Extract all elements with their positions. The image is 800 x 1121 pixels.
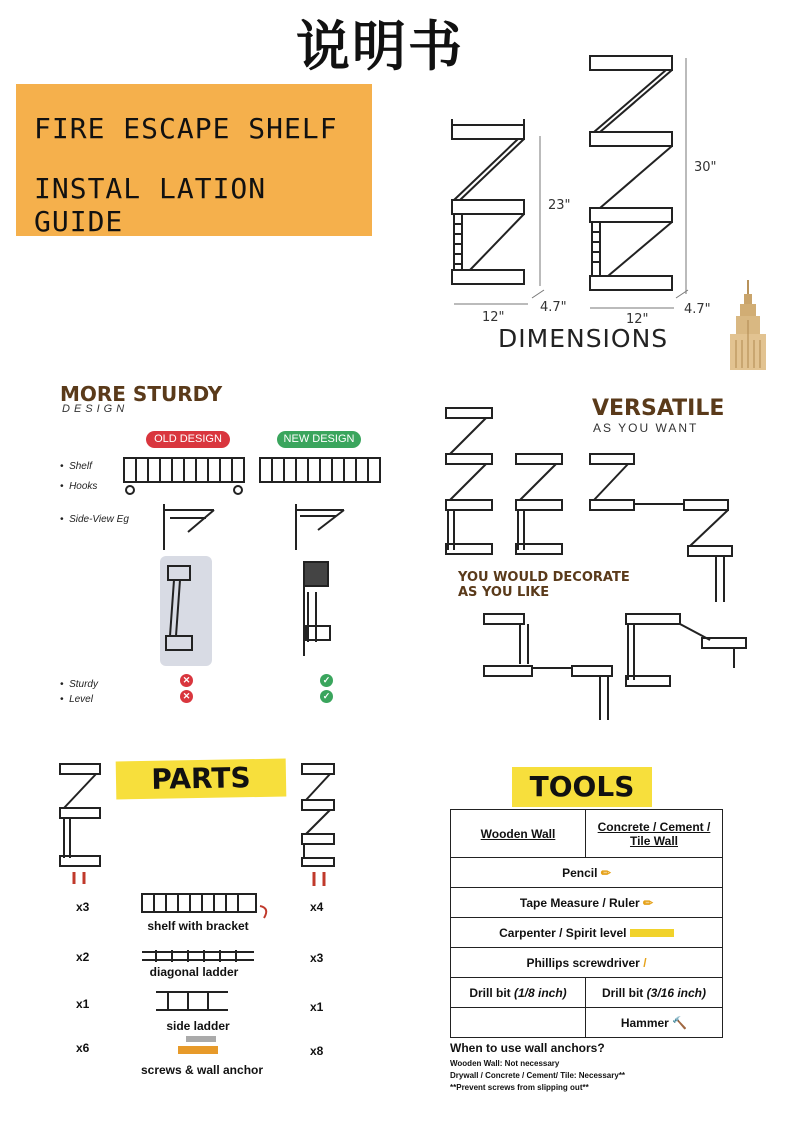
row-label-sturdy: • Sturdy xyxy=(60,679,98,690)
large-unit-drawing xyxy=(590,56,672,290)
part-qty-left: x3 xyxy=(76,900,90,914)
part-qty-right: x8 xyxy=(310,1044,324,1058)
tool-tape: Tape Measure / Ruler ✏ xyxy=(451,888,723,918)
tool-drill-wood: Drill bit (1/8 inch) xyxy=(451,978,586,1008)
old-sturdy-cross-icon: ✕ xyxy=(180,674,193,687)
versatile-arrangements xyxy=(440,404,750,724)
large-height-label: 30" xyxy=(694,160,717,175)
new-sturdy-check-icon: ✓ xyxy=(320,674,333,687)
part-qty-left: x6 xyxy=(76,1041,90,1055)
part-label: side ladder xyxy=(166,1019,230,1033)
parts-small-unit xyxy=(56,760,104,884)
guide-banner xyxy=(16,84,372,236)
parts-heading: PARTS xyxy=(116,759,287,800)
versatile-subtitle: AS YOU WANT xyxy=(593,421,699,435)
depth-right-label: 4.7" xyxy=(684,302,711,317)
page-title: 说明书 xyxy=(296,15,464,78)
anchors-question: When to use wall anchors? xyxy=(450,1041,605,1055)
old-level-cross-icon: ✕ xyxy=(180,690,193,703)
screwdriver-icon: / xyxy=(643,955,647,970)
building-icon xyxy=(726,280,770,372)
depth-left-label: 4.7" xyxy=(540,300,567,315)
tools-col-wood: Wooden Wall xyxy=(451,810,586,858)
new-design-photo xyxy=(296,556,336,666)
guide-line-2: INSTAL LATION GUIDE xyxy=(34,172,267,238)
part-label: screws & wall anchor xyxy=(140,1063,264,1077)
tools-col-concrete: Concrete / Cement / Tile Wall xyxy=(586,810,723,858)
small-unit-drawing xyxy=(452,119,524,284)
tool-level: Carpenter / Spirit level xyxy=(451,918,723,948)
row-label-side: • Side-View Eg xyxy=(60,514,129,525)
decorate-text xyxy=(458,570,630,600)
part-label: diagonal ladder xyxy=(149,965,239,979)
tool-empty-cell xyxy=(451,1008,586,1038)
old-design-badge: OLD DESIGN xyxy=(146,431,230,448)
anchors-prevent: **Prevent screws from slipping out** xyxy=(450,1083,589,1092)
row-label-level: • Level xyxy=(60,694,93,705)
row-label-hooks: • Hooks xyxy=(60,481,98,492)
small-height-label: 23" xyxy=(548,198,571,213)
row-label-shelf: • Shelf xyxy=(60,461,92,472)
tool-hammer: Hammer 🔨 xyxy=(586,1008,723,1038)
decorate-line-1: YOU WOULD DECORATE xyxy=(458,570,630,585)
hammer-icon: 🔨 xyxy=(672,1015,688,1030)
parts-large-unit xyxy=(298,760,338,890)
ruler-icon: ✏ xyxy=(643,895,654,910)
anchors-drywall: Drywall / Concrete / Cement/ Tile: Necessary** xyxy=(450,1071,626,1080)
spirit-level-icon xyxy=(630,929,674,937)
anchors-note xyxy=(450,1041,750,1092)
part-qty-right: x1 xyxy=(310,1000,324,1014)
decorate-line-2: AS YOU LIKE xyxy=(458,585,550,600)
dimensions-heading: DIMENSIONS xyxy=(498,324,669,353)
sturdy-subtitle: DESIGN xyxy=(62,403,129,415)
guide-line-1: FIRE ESCAPE SHELF xyxy=(34,112,338,145)
part-qty-right: x4 xyxy=(310,900,324,914)
tool-drill-concrete: Drill bit (3/16 inch) xyxy=(586,978,723,1008)
versatile-title: VERSATILE xyxy=(592,396,725,421)
part-qty-right: x3 xyxy=(310,951,324,965)
sturdy-title: MORE STURDY xyxy=(60,382,223,406)
width-left-label: 12" xyxy=(482,310,505,325)
tool-pencil: Pencil ✏ xyxy=(451,858,723,888)
part-qty-left: x2 xyxy=(76,950,90,964)
tools-table xyxy=(450,809,723,1038)
width-right-label: 12" xyxy=(626,312,649,327)
anchors-wood: Wooden Wall: Not necessary xyxy=(450,1059,560,1068)
pencil-icon: ✏ xyxy=(600,865,611,880)
tools-heading: TOOLS xyxy=(512,767,652,807)
part-qty-left: x1 xyxy=(76,997,90,1011)
sturdy-comparison-drawings xyxy=(118,452,388,572)
old-design-photo xyxy=(160,556,212,666)
part-label: shelf with bracket xyxy=(147,919,249,933)
new-level-check-icon: ✓ xyxy=(320,690,333,703)
new-design-badge: NEW DESIGN xyxy=(277,431,361,448)
tool-screwdriver: Phillips screwdriver / xyxy=(451,948,723,978)
